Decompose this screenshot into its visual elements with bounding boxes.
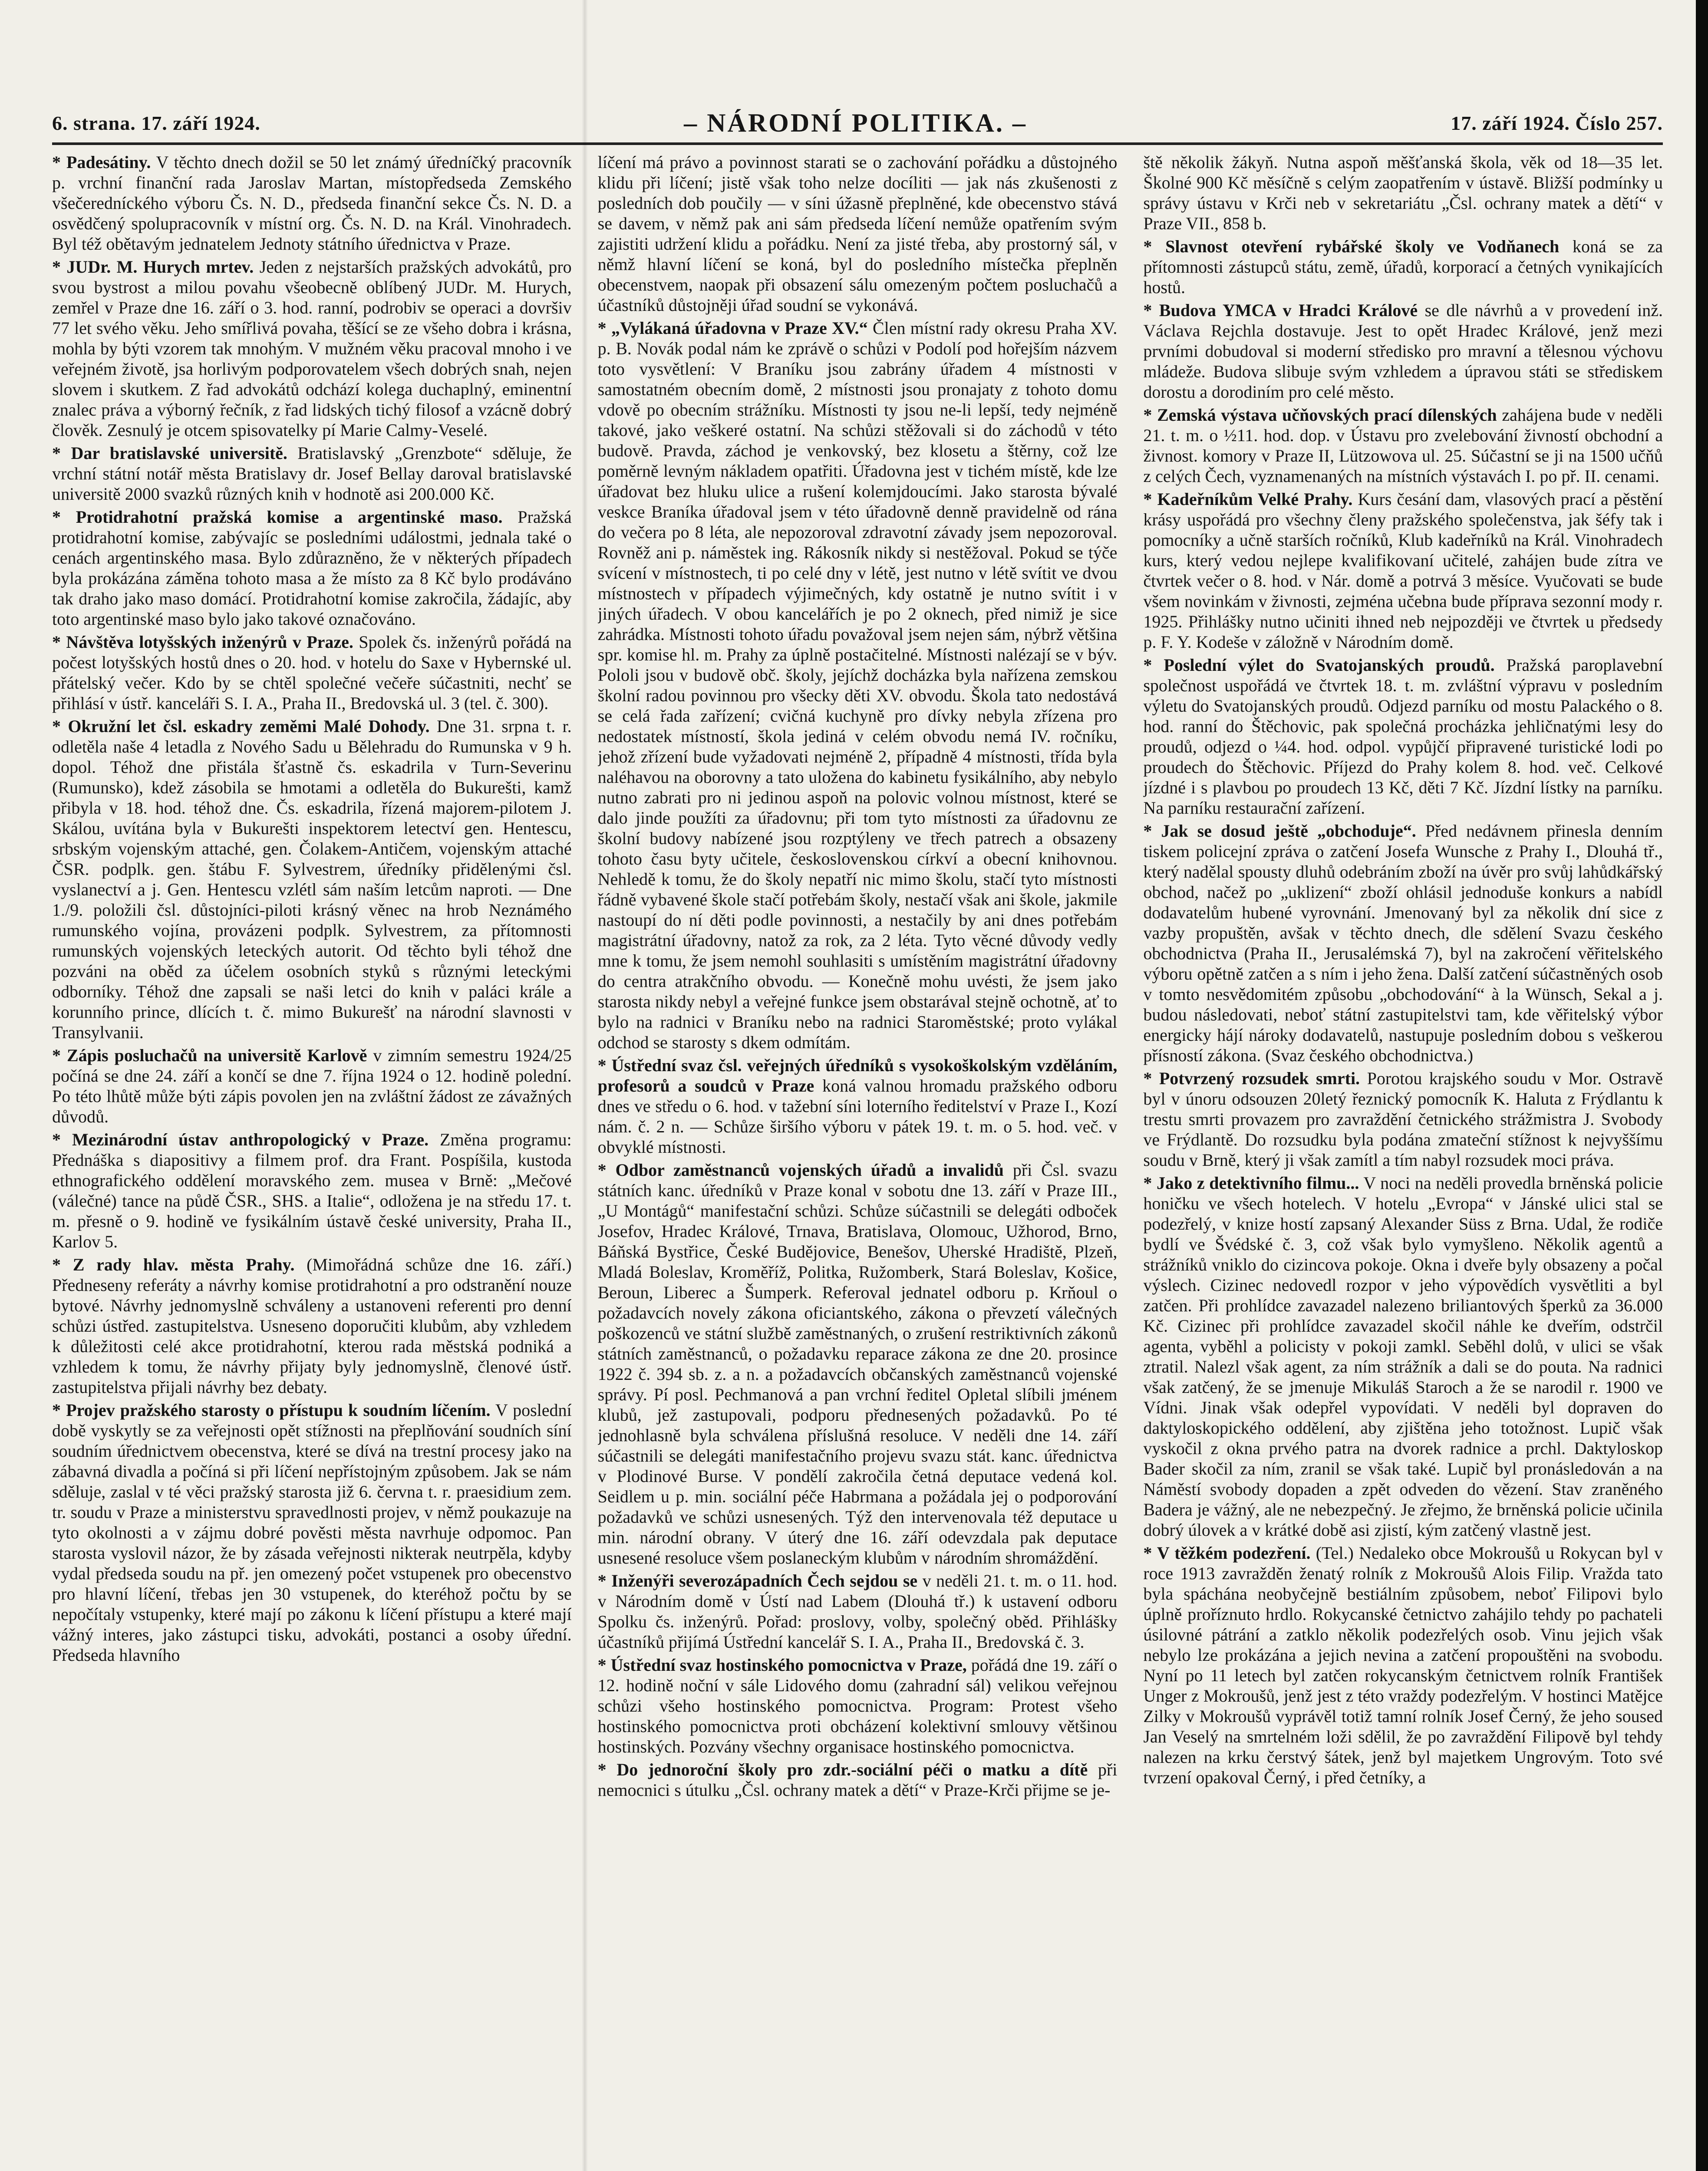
article-text: zahájena bude v neděli 21. t. m. o ½11. hod. dop. v Ústavu pro zvelebování živností obchodní a živnost. komory v Praze II, Lützowova ul. 25. Súčastní se ji na 1500 učňů z celých Čech, vyznamenaných na místních výstavách I. po př. II. cenami. [1143,405,1663,486]
bullet-mark: * [597,1160,616,1180]
article-headline: Zápis posluchačů na universitě Karlově [66,1046,367,1065]
news-article [1143,655,1663,818]
bullet-mark: * [1143,1173,1157,1193]
bullet-mark: * [1143,237,1166,256]
news-article [598,318,1118,1053]
masthead-title: – NÁRODNÍ POLITIKA. – [684,108,1027,137]
news-article [598,1055,1118,1157]
article-headline: Z rady hlav. města Prahy. [73,1255,295,1274]
article-headline: Návštěva lotyšských inženýrů v Praze. [66,632,353,652]
news-article [52,1045,572,1127]
bullet-mark: * [597,1760,617,1779]
bullet-mark: * [597,1571,612,1590]
news-article [1143,1543,1663,1788]
article-headline: Slavnost otevření rybářské školy ve Vodňanech [1165,237,1560,256]
news-article [1143,300,1663,402]
bullet-mark: * [1143,655,1164,675]
news-article [598,1571,1118,1652]
article-text: Pražská protidrahotní komise, zabývajíc se posledními událostmi, jednala také o cenách argentinského masa. Bylo zdůrazněno, že v některých případech byla prokázána záměna tohoto masa a že místo za 8 Kč bylo prodáváno tak draho jako maso domácí. Protidrahotní komise zakročila, žádajíc, aby toto argentinské maso bylo jako takové označováno. [52,507,572,629]
news-article [52,632,572,713]
article-text: (Tel.) Nedaleko obce Mokroušů u Rokycan byl v roce 1913 zavražděn ženatý rolník z Mokroušů Alois Filip. Vražda tato byla spáchána neobyčejně bestiálním způsobem, neboť Filipovi bylo úplně proříznuto hrdlo. Rokycanské četnictvo zahájilo tehdy po pachateli úsilovné pátrání a zatklo několik podezřelých osob. Vinu jejich však nebylo lze prokázána a jejich nevina a zatčení propouštěni na svobodu. Nyní po 11 letech byl zatčen rokycanským četnictvem rolník František Unger z Mokroušů, jenž jest z této vraždy podezřelým. V hostinci Matějce Zilky v Mokroušů vyprávěl totiž tamní rolník Josef Černý, že jeho soused Jan Veselý na smrtelném loži sdělil, že po zavraždění Filipově byl tehdy nalezen na krku čerstvý šátek, jenž byl majetkem Ungrovým. Toto své tvrzení opakoval Černý, i před četníky, a [1143,1543,1663,1787]
article-text: líčení má právo a povinnost starati se o zachování pořádku a důstojného klidu při líčení; jistě však toho nelze docíliti — jak nás zkušenosti z posledních dob poučily — v síni úžasně přeplněné, kde obecenstvo stává se davem, v němž pak ani sám předseda líčení nemůže opatřením svým zajistiti udržení klidu a pořádku. Není za jisté třeba, aby prostorný sál, v němž hlavní líčení se koná, byl do posledního místečka přeplněn obecenstvem, naopak při obsazení sálu omezeným počtem posluchačů a účastníků důstojněji úřad soudní se vykonává. [597,152,1118,315]
bullet-mark: * [597,318,611,338]
bullet-mark: * [52,1130,72,1149]
bullet-mark: * [52,632,66,652]
article-headline: Jak se dosud ještě „obchoduje“. [1161,821,1416,841]
news-article [598,152,1118,315]
scan-edge [1696,0,1708,2171]
bullet-mark: * [1143,405,1157,425]
article-text: V poslední době vyskytly se za veřejnosti opět stížnosti na přeplňování soudních síní soudním úřednictvem obecenstva, které se dívá na trestní procesy jako na zábavná divadla a počíná si při líčení nepřístojným způsobem. Jak se nám sděluje, zaslal v té věci pražský starosta již 6. června t. r. praesidium zem. tr. soudu v Praze a ministerstvu spravedlnosti projev, v němž poukazuje na tyto okolnosti a v zájmu dobré pověsti města navrhuje odpomoc. Pan starosta vyslovil názor, že by zásada veřejnosti nikterak neutrpěla, kdyby vydal předseda soudu na př. jen omezený počet vstupenek pro obecenstvo pro hlavní líčení, třebas jen 30 vstupenek, do kteréhož počtu by se nepočítaly vstupenky, které mají po zákonu k líčení přístupu a které mají vážný interes, jako zástupci tisku, advokáti, postanci a osoby úřední. Předseda hlavního [52,1400,572,1665]
bullet-mark: * [52,257,67,277]
bullet-mark: * [52,1400,66,1420]
column-2 [598,152,1118,2171]
header-left: 6. strana. 17. září 1924. [52,112,260,134]
article-headline: Projev pražského starosty o přístupu k soudním líčením. [66,1400,491,1420]
page-header [52,103,1663,145]
news-article [52,152,572,254]
news-article [52,716,572,1043]
article-text: Spolek čs. inženýrů pořádá na počest lotyšských hostů dnes o 20. hod. v hotelu do Saxe v Hybernské ul. přátelský večer. Kdo by se chtěl společné večeře súčastniti, nechť se přihlásí v ústř. kanceláři S. I. A., Praha II., Bredovská ul. 3 (tel. č. 300). [52,632,572,713]
news-article [1143,489,1663,652]
article-headline: V těžkém podezření. [1157,1543,1311,1563]
news-article [52,443,572,504]
bullet-mark: * [52,1046,67,1065]
article-headline: Do jednoroční školy pro zdr.-sociální péči o matku a dítě [617,1760,1088,1779]
article-headline: Kadeřníkům Velké Prahy. [1157,489,1353,509]
article-text: při nemocnici s útulku „Čsl. ochrany matek a dětí“ v Praze-Krči přijme se je- [597,1760,1118,1800]
bullet-mark: * [52,507,76,527]
article-headline: Ústřední svaz hostinského pomocnictva v Praze, [610,1655,967,1675]
bullet-mark: * [1143,821,1161,841]
article-text: Bratislavský „Grenzbote“ sděluje, že vrchní státní notář města Bratislavy dr. Josef Bellay daroval bratislavské universitě 2000 svazků různých knih v hodnotě asi 200.000 Kč. [52,443,572,504]
article-text: se dle návrhů a v provedení inž. Václava Rejchla dostavuje. Jest to opět Hradec Králové, jenž mezi prvními dobudoval si moderní středisko pro mravní a tělesnou výchovu mládeže. Budova slibuje svým vzhledem a úpravou státi se střediskem dorostu a dorodiním pro celé město. [1143,300,1663,402]
article-text: V těchto dnech dožil se 50 let známý úředníčký pracovník p. vrchní finanční rada Jaroslav Martan, místopředseda Zemského všečeredníckého výboru Čs. N. D., předseda finanční sekce Čs. N. D. a osvědčený spolupracovník v místní org. Čs. N. D. na Král. Vinohradech. Byl též obětavým jednatelem Jednoty státního úřednictva v Praze. [52,152,572,254]
bullet-mark: * [1143,1069,1159,1088]
text-columns [52,152,1663,2171]
article-text: v zimním semestru 1924/25 počíná se dne 24. září a končí se dne 7. října 1924 o 12. hodině polední. Po této lhůtě může býti zápis povolen jen na zvláštní žádost ze závažných důvodů. [52,1046,572,1126]
article-headline: Zemská výstava učňovských prací dílenských [1157,405,1497,425]
bullet-mark: * [52,1255,73,1274]
news-article [52,257,572,440]
news-article [1143,152,1663,234]
article-text: (Mimořádná schůze dne 16. září.) Předneseny referáty a návrhy komise protidrahotní a pro odstranění nouze bytové. Návrhy jednomyslně schváleny a ustanoveni referenti pro denní schůzi ústřed. zastupitelstva. Usneseno doporučiti klubům, aby vzhledem k důležitosti celé akce protidrahotní, kterou rada městská podniká a vzhledem k tomu, že návrhy přijaty byly jednomyslně, členové ústř. zastupitelstva přijali návrhy bez debaty. [52,1255,572,1397]
bullet-mark: * [597,1056,612,1075]
bullet-mark: * [597,1655,611,1675]
news-article [1143,1173,1663,1540]
article-headline: JUDr. M. Hurych mrtev. [66,257,254,277]
news-article [598,1160,1118,1568]
bullet-mark: * [52,443,71,463]
article-headline: Okružní let čsl. eskadry zeměmi Malé Dohody. [68,716,430,736]
article-text: Dne 31. srpna t. r. odletěla naše 4 letadla z Nového Sadu u Bělehradu do Rumunska v 9 h. dopol. Téhož dne přistála šťastně čs. eskadrila v Turn-Severinu (Rumunsko), kdež zásobila se hmotami a odletěla do Bukurešti, kamž přibyla v 18. hod. téhož dne. Čs. eskadrila, řízená majorem-pilotem J. Skálou, uvítána byla v Bukurešti inspektorem letectví gen. Hentescu, srbským vojenským attaché, gen. Čolakem-Antičem, vojenským attaché ČSR. podplk. gen. štábu F. Sylvestrem, úředníky přidělenými čsl. vyslanectví a j. Gen. Hentescu vzlétl sám naším letcům naproti. — Dne 1./9. položili čsl. důstojníci-piloti krásný věnec na hrob Neznámého rumunského vojína, provázeni podplk. Sylvestrem, za přítomnosti rumunských vojenských leteckých autorit. Od těchto byli téhož dne pozváni na oběd za účelem osobních styků s různými leteckými odborníky. Téhož dne zapsali se naši letci do knih v paláci krále a korunního prince, dlících t. č. mimo Bukurešť na národní slavnosti v Transylvanii. [52,716,572,1042]
bullet-mark: * [52,716,68,736]
article-headline: Protidrahotní pražská komise a argentinské maso. [76,507,503,527]
article-headline: Potvrzený rozsudek smrti. [1159,1069,1360,1088]
article-text: v neděli 21. t. m. o 11. hod. v Národním domě v Ústí nad Labem (Dlouhá tř.) k ustavení odboru Spolku čs. inženýrů. Pořad: proslovy, volby, společný oběd. Přihlášky účastníků přijímá Ústřední kancelář S. I. A., Praha II., Bredovská č. 3. [597,1571,1118,1652]
article-text: koná se za přítomnosti zástupců státu, země, úřadů, korporací a četných vynikajících hostů. [1143,237,1663,297]
header-right: 17. září 1924. Číslo 257. [1451,112,1663,134]
article-text: Kurs česání dam, vlasových prací a pěstění krásy uspořádá pro všechny členy pražského společenstva, jak šéfy tak i pomocníky a učně starších ročníků, Klub kadeřníků na Král. Vinohradech kurs, který vedou nejlepe kvalifikovaní učitelé, zahájen bude zítra ve čtvrtek večer o 8. hod. v Nár. domě a potrvá 3 měsíce. Vyučovati se bude všem novinkám v živnosti, zejména učebna bude příprava sezonní mody r. 1925. Přihlášky nutno učiniti ihned neb nejpozději ve čtvrtek u předsedy p. F. Y. Kodeše v záložně v Národním domě. [1143,489,1663,652]
article-headline: Poslední výlet do Svatojanských proudů. [1164,655,1495,675]
article-headline: Padesátiny. [66,152,151,172]
bullet-mark: * [1143,489,1157,509]
article-text: při Čsl. svazu státních kanc. úředníků v Praze konal v sobotu dne 13. září v Praze III., „U Montágů“ manifestační schůzi. Schůze súčastnili se delegáti odboček Josefov, Hradec Králové, Trnava, Bratislava, Olomouc, Užhorod, Brno, Báňská Bystřice, České Budějovice, Benešov, Uherské Hradiště, Plzeň, Mladá Boleslav, Kroměříž, Politka, Ružomberk, Stará Boleslav, Košice, Beroun, Liberec a Šumperk. Referoval jednatel odboru p. Krňoul o požadavcích novely zákona oficiantského, zákona o převzetí válečných poškozenců ve státní službě zaměstnaných, o zrušení restriktivních zákonů státních zaměstnanců, o požadavku reparace zákona ze dne 20. prosince 1922 č. 394 sb. z. a n. a požadavcích občanských zaměstnanců vojenské správy. Pí posl. Pechmanová a pan vrchní ředitel Opletal slíbili jménem klubů, jež zastupovali, podporu přednesených požadavků. Po té jednohlasně byla schválena příslušná resoluce. V neděli dne 14. září súčastnili se delegáti manifestačního projevu svazu stát. kanc. úřednictva v Plodinové Burse. V pondělí zakročila četná deputace vedená kol. Seidlem u p. min. sociální péče Habrmana a požádala jej o podporování požadavků ve schůzi usnesených. Týž den intervenovala též deputace u min. národní obrany. V úterý dne 16. září odevzdala pak deputace usnesené resoluce všem poslaneckým klubům v národním shromáždění. [597,1160,1118,1567]
news-article [52,1129,572,1252]
article-headline: Inženýři severozápadních Čech sejdou se [611,1571,918,1590]
article-text: pořádá dne 19. září o 12. hodině noční v sále Lidového domu (zahradní sál) velikou veřejnou schůzi všeho hostinského pomocnictva. Program: Protest všeho hostinského pomocnictva proti obcházení kolektivní smlouvy většinou hostinských. Pozvány všechny organisace hostinského pomocnictva. [597,1655,1118,1756]
article-headline: Budova YMCA v Hradci Králové [1159,300,1418,320]
article-headline: Mezinárodní ústav anthropologický v Praze. [72,1130,429,1149]
bullet-mark: * [1143,1543,1157,1563]
article-text: ště několik žákyň. Nutna aspoň měšťanská škola, věk od 18—35 let. Školné 900 Kč měsíčně s celým zaopatřením v ústavě. Bližší podmínky u správy ústavu v Krči neb v sekretariátu „Čsl. ochrany matek a dětí“ v Praze VII., 858 b. [1143,152,1663,233]
article-text: koná valnou hromadu pražského odboru dnes ve středu o 6. hod. v tažební síni loterního ředitelství v Praze I., Kozí nám. č. 2 n. — Schůze širšího výboru v pátek 19. t. m. o 5. hod. več. v obvyklé místnosti. [597,1076,1118,1157]
news-article [52,1254,572,1397]
news-article [1143,821,1663,1066]
news-article [598,1655,1118,1757]
bullet-mark: * [1143,300,1159,320]
article-headline: Odbor zaměstnanců vojenských úřadů a invalidů [615,1160,1004,1180]
article-headline: Jako z detektivního filmu... [1156,1173,1359,1193]
bullet-mark: * [52,152,66,172]
article-text: V noci na neděli provedla brněnská policie honičku ve všech hotelech. V hotelu „Evropa“ v Jánské ulici stal se podezřelý, v knize hostí zapsaný Alexander Süss z Brna. Udal, že rodiče bydlí ve Švédské č. 3, což však bylo vymyšleno. Několik agentů a strážníků vniklo do cizincova pokoje. Okna i dveře byly obsazeny a počal výslech. Cizinec nedovedl rozpor v jeho výpovědích vysvětliti a byl zatčen. Při prohlídce zavazadel nalezeno briliantových šperků za 36.000 Kč. Cizinec při prohlídce zavazadel skočil náhle ke dveřím, odstrčil agenta, vyběhl a policisty v pokoji zamkl. Seběhl dolů, v ulici se však ztratil. Nalezl však agent, za ním strážník a dali se do pouta. Na radnici však zatčený, že se jmenuje Mikuláš Staroch a že se narodil r. 1900 ve Vídni. Jinak však odepřel vypovídati. V neděli byl dopraven do daktyloskopického oddělení, aby zjištěna jeho totožnost. Lupič však vyskočil z okna prvého patra na dvorek radnice a prchl. Daktyloskop Bader skočil za ním, zranil se však také. Lupič byl pronásledován a na Náměstí svobody dopaden a zpět odveden do vězení. Stav zraněného Badera je vážný, ale ne nebezpečný. Je zřejmo, že brněnská policie učinila dobrý úlovek a v krátké době asi zjistí, kým zatčený vlastně jest. [1143,1173,1663,1540]
column-3 [1143,152,1663,2171]
article-headline: „Vylákaná úřadovna v Praze XV.“ [611,318,868,338]
news-article [1143,1068,1663,1170]
page-fold-shadow [582,0,588,2171]
article-text: Člen místní rady okresu Praha XV. p. B. Novák podal nám ke zprávě o schůzi v Podolí pod hořejším názvem toto vysvětlení: V Braníku jsou zabrány úřadem 4 místnosti v samostatném obecním domě, 2 místnosti jsou pronajaty z tohoto domu vdově po obecním strážníku. Místnosti ty jsou ne-li lepší, tedy nejméně takové, jako veškeré ostatní. Na schůzi stěžovali si do záchodů v této budově. Pravda, záchod je venkovský, bez klosetu a štěrny, což lze poměrně levným nákladem opatřiti. Úřadovna jest v tichém místě, kde lze úřadovat bez hluku ulice a rušení kolemjdoucími. Jako starosta bývalé veskce Braníka úřadoval jsem v této úřadovně denně pravidelně od rána do večera po 8 léta, ale nepozoroval zdravotní závady jsem nepozoroval. Rovněž ani p. náměstek ing. Rákosník nikdy si nestěžoval. Pokud se týče svícení v místnostech, ti po celé dny v létě, jest nutno v létě svítit ve dvou místnostech v případech výjimečných, kdy ostatně je nutno svítit i v jiných úřadech. V obou kancelářích je po 2 oknech, před nimiž je sice zahrádka. Místnosti tohoto úřadu považoval jsem nejen sám, nýbrž většina spr. komise hl. m. Prahy za úplně postačitelné. Místnosti nalézají se v býv. Pololi jsou v budově obč. školy, jejíchž docházka byla nařízena zemskou školní radou povinnou pro všecky děti XV. obvodu. Škola tato nedostává se celá řada zařízení; cvičná kuchyně pro dívky nebyla zřízena pro nedostatek místností, škola jediná v celém obvodu nemá IV. ročníku, jehož zřízení bude vyžadovati nejméně 2, případně 4 místnosti, třída byla naléhavou na oborovny a tato uložena do kabinetu fysikálního, aby nebylo nutno zabrati pro ni jedinou aspoň na polovic volnou místnost, které se dalo jinde použíti za úřadovnu; při tom tyto místnosti za úřadovnu ze školní budovy nabízené jsou rozptýleny ve třech patrech a obsazeny tohoto času byty učitele, československou církví a obecní knihovnou. Nehledě k tomu, že do školy nepatří nic mimo školu, stačí tyto místnosti řádně vybavené škole stačí potřebám školy, nestačí však ani škole, jakmile nastoupí do ní děti podle povinnosti, a nestačily by ani dnes potřebám magistrátní úřadovny, natož za rok, za 2 léta. Tyto věcné důvody vedly mne k tomu, že jsem nemohl souhlasiti s umístěním magistrátní úřadovny do centra atrakčního obvodu. — Konečně mohu uvésti, že jsem jako starosta nikdy nebyl a veřejné funkce jsem obstarával stejně ochotně, ať to bylo na radnici v Braníku nebo na radnici Staroměstské; proto vylákal odchod se starosty s dkem odmítám. [597,318,1118,1052]
article-text: Změna programu: Přednáška s diapositivy a filmem prof. dra Frant. Pospíšila, kustoda ethnografického oddělení moravského zem. musea v Brně: „Mečové (válečné) tance na půdě ČSR., SHS. a Italie“, odložena je na středu 17. t. m. přesně o 9. hodině ve fysikálním ústavě české university, Praha II., Karlov 5. [52,1130,572,1251]
news-article [52,507,572,629]
news-article [1143,405,1663,486]
article-text: Porotou krajského soudu v Mor. Ostravě byl v únoru odsouzen 20letý řeznický pomocník K. Haluta z Frýdlantu k trestu smrti provazem pro zavraždění četnického strážmistra J. Svobody ve Frýdlantě. Do rozsudku byla podána zmateční stížnost k nejvyššímu soudu v Brně, který ji však zamítl a tím nabyl rozsudek moci práva. [1143,1069,1663,1170]
article-text: Pražská paroplavební společnost uspořádá ve čtvrtek 18. t. m. zvláštní výpravu v posledním výletu do Svatojanských proudů. Odjezd parníku od mostu Palackého o 8. hod. ranní do Štěchovic, pak společná procházka jehličnatými lesy do proudů, odjezd o ¼4. hod. odpol. vypůjčí připravené turistické lodi po proudech do Štěchovic. Příjezd do Prahy kolem 8. hod. več. Celkové jízdné i s plavbou po proudech 13 Kč, děti 7 Kč. Jízdní lístky na parníku. Na parníku restaurační zařízení. [1143,655,1663,818]
news-article [1143,236,1663,297]
article-headline: Ústřední svaz čsl. veřejných úředníků s vysokoškolským vzděláním, profesorů a soudců v Praze [597,1056,1118,1095]
article-text: Jeden z nejstarších pražských advokátů, pro svou bystrost a milou povahu všeobecně oblíbený JUDr. M. Hurych, zemřel v Praze dne 16. září o 3. hod. ranní, podrobiv se operaci a dovršiv 77 let svého věku. Jeho smířlivá povaha, těšící se ze všeho dobra i krásna, mohla by býti vzorem tak mnohým. V mužném věku pracoval mnoho i ve veřejném životě, jsa horlivým podporovatelem všech dobrých snah, nejen slovem i skutkem. Z řad advokátů odchází kolega duchaplný, eminentní znalec práva a výborný řečník, z řad lidských tichý filosof a vzácně dobrý člověk. Zesnulý je otcem spisovatelky pí Marie Calmy-Veselé. [52,257,572,440]
news-article [598,1759,1118,1800]
article-text: Před nedávnem přinesla denním tiskem policejní zpráva o zatčení Josefa Wunsche z Prahy I., Dlouhá tř., který nadělal spousty dluhů odebráním zboží na úvěr pro svůj lahůdkářský obchod, načež po „uklizení“ zboží ohlásil jednoduše konkurs a nabídl dodavatelům hubené vyrovnání. Jmenovaný byl za několik dní sice z vazby propuštěn, avšak v těchto dnech, dle sdělení Svazu českého obchodnictva (Praha II., Jerusalémská 7), byl na zakročení věřitelského výboru opětně zatčen a s ním i jeho žena. Další zatčení súčastněných osob v tomto nesvědomitém způsobu „obchodování“ à la Wünsch, Sekal a j. budou následovati, neboť státní zastupitelstvi tam, kde věřitelský výbor energicky hájí nároky dodavatelů, nastupuje posledním dobou s veškerou přísností zákona. (Svaz českého obchodnictva.) [1143,821,1663,1065]
news-article [52,1400,572,1665]
column-1 [52,152,572,2171]
article-headline: Dar bratislavské universitě. [71,443,287,463]
